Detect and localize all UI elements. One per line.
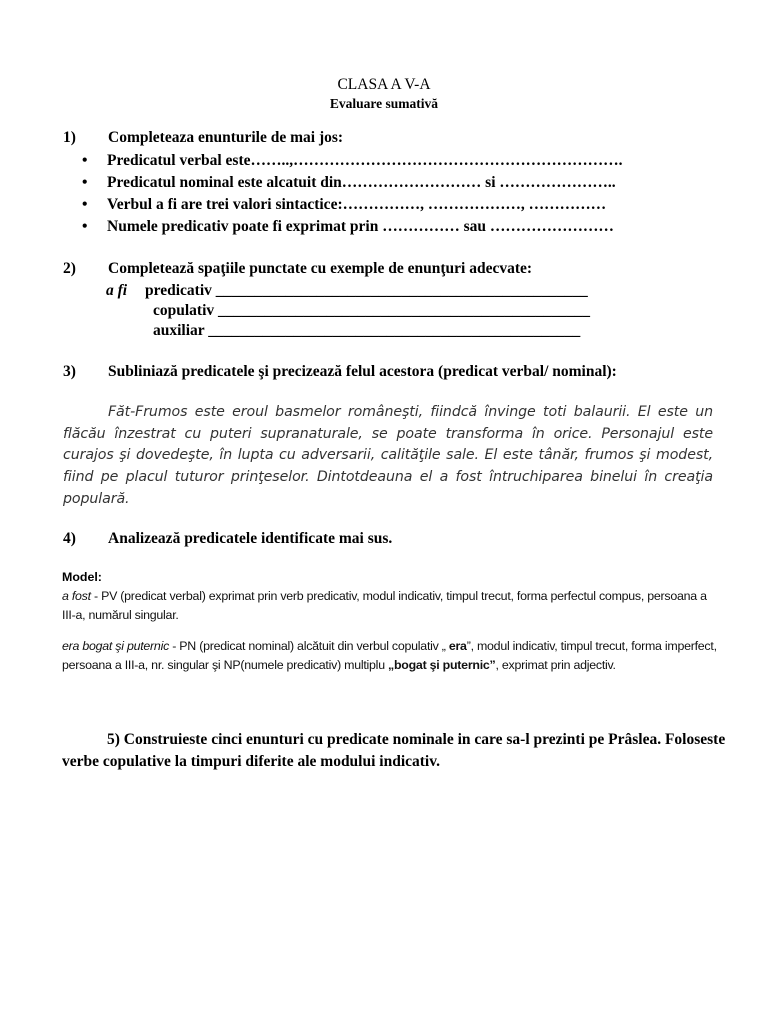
- model-example-2-text-a: - PN (predicat nominal) alcătuit din verbul copulativ „: [169, 639, 449, 653]
- q5-text: Construieste cinci enunturi cu predicate nominale in care sa-l prezinti pe Prâslea. Foloseste verbe copulative la timpuri diferite ale modului indicativ.: [62, 731, 726, 770]
- model-example-2-verb: era: [448, 639, 467, 653]
- q1-item-4: [82, 218, 614, 236]
- model-example-2: [62, 637, 722, 675]
- q1-number: 1): [63, 129, 76, 146]
- q4-title: Analizează predicatele identificate mai sus.: [108, 530, 393, 547]
- q2-row-predicativ: predicativ ________________________________________________: [145, 282, 588, 299]
- q3-story-paragraph: [63, 402, 713, 511]
- model-example-2-np: „bogat şi puternic”: [388, 658, 496, 672]
- q2-verb-label: a fi: [106, 282, 128, 299]
- q5-number: 5): [107, 731, 120, 748]
- q2-number: 2): [63, 260, 76, 277]
- q2-row-auxiliar: auxiliar ________________________________________________: [153, 322, 581, 339]
- q1-item-4-text: Numele predicativ poate fi exprimat prin …………… sau ……………………: [107, 218, 614, 235]
- model-example-1: [62, 587, 722, 625]
- model-example-1-term: a fost: [62, 589, 91, 603]
- model-label: Model:: [62, 570, 102, 584]
- q5-block: [62, 729, 742, 773]
- worksheet-subtitle: Evaluare sumativă: [329, 96, 439, 111]
- q2-row-copulativ: copulativ ________________________________________________: [153, 302, 591, 319]
- q1-title: Completeaza enunturile de mai jos:: [108, 129, 344, 146]
- bullet-icon: •: [82, 218, 88, 235]
- model-example-2-text-c: ”, modul indicativ, timpul trecut, forma imperfect, persoana a III-a, nr. singular şi NP(numele predicativ) multiplu: [62, 639, 717, 672]
- bullet-icon: •: [82, 152, 88, 169]
- q1-item-3-text-b: are trei valori sintactice:……………, ………………, ……………: [177, 196, 607, 213]
- q1-item-2: [82, 174, 616, 192]
- q3-title: Subliniază predicatele şi precizează felul acestora (predicat verbal/ nominal):: [108, 363, 617, 380]
- q1-item-3-verb: a fi: [155, 196, 178, 213]
- class-title: CLASA A V-A: [337, 76, 431, 93]
- q1-item-3-text-a: Verbul: [107, 196, 156, 213]
- q1-item-1-text: Predicatul verbal este……..,……………………………………………………….: [107, 152, 623, 169]
- bullet-icon: •: [82, 196, 88, 213]
- q3-number: 3): [63, 363, 76, 380]
- q1-item-3: [82, 196, 606, 214]
- bullet-icon: •: [82, 174, 88, 191]
- q1-item-2-text: Predicatul nominal este alcatuit din……………………… si …………………..: [107, 174, 616, 191]
- q2-title: Completează spaţiile punctate cu exemple de enunţuri adecvate:: [108, 260, 533, 277]
- q3-story-text: Făt-Frumos este eroul basmelor româneşti, fiindcă învinge toti balaurii. El este un flăcău înzestrat cu puteri supranaturale, se poate transforma în orice. Personajul este curajos şi dovedeşte, în lupta cu adversarii, calităţile sale. El este tânăr, frumos şi modest, fiind pe placul tuturor prinţeselor. Dintotdeauna el a fost întruchiparea binelui în creaţia populară.: [63, 404, 713, 507]
- model-example-1-text: - PV (predicat verbal) exprimat prin verb predicativ, modul indicativ, timpul trecut, forma perfectul compus, persoana a III-a, numărul singular.: [62, 589, 707, 622]
- q4-number: 4): [63, 530, 76, 547]
- q1-item-1: [82, 152, 622, 170]
- model-example-2-term: era bogat şi puternic: [62, 639, 170, 653]
- model-example-2-text-e: , exprimat prin adjectiv.: [495, 658, 616, 672]
